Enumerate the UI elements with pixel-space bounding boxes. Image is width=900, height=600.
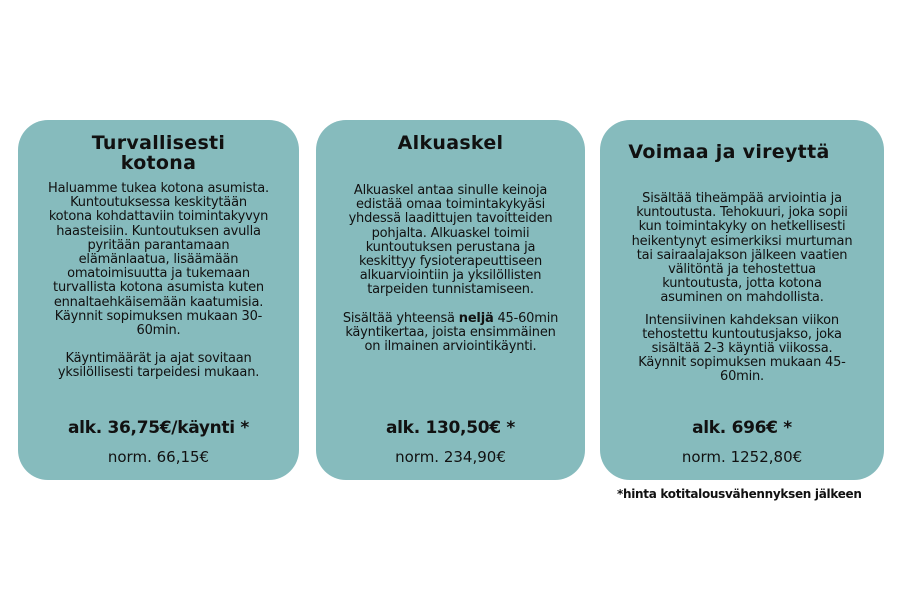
card-normal-price: norm. 66,15€ [107,448,210,466]
description-line: alkuarviointiin ja yksilöllisten [359,268,542,284]
description-line: Sisältää tiheämpää arviointia ja [642,191,842,206]
price-footnote: *hinta kotitalousvähennyksen jälkeen [617,487,862,501]
card-title [18,133,299,173]
description-line: haasteisiin. Kuntoutuksen avulla [56,223,261,239]
description-line: tarpeiden tunnistamiseen. [367,282,534,298]
description-line: sisältää 2-3 käyntiä viikossa. [651,341,833,357]
description-line: ennaltaehkäisemään kaatumisia. [53,294,264,310]
card-title-line: Turvallisesti [91,132,226,154]
card-description [600,192,884,385]
description-line: pyritään parantamaan [87,237,230,253]
card-normal-price: norm. 1252,80€ [681,448,803,466]
card-description [18,182,299,381]
description-line: tehostettu kuntoutusjakso, joka [642,326,842,342]
card-description [316,184,585,354]
paragraph-gap [316,298,585,312]
description-line: Kuntoutuksessa keskitytään [70,195,247,211]
card-title [316,133,585,153]
description-line: yhdessä laadittujen tavoitteiden [348,211,553,227]
description-line: tai sairaalajakson jälkeen vaatien [636,247,848,263]
description-line: kuntoutusta. Tehokuuri, joka sopii [636,205,848,221]
description-line: 60min. [720,369,764,385]
description-line: kotona kohdattaviin toimintakyvyn [48,209,269,225]
description-line: Käyntimäärät ja ajat sovitaan [65,351,252,367]
description-line: turvallista kotona asumista kuten [53,280,264,296]
description-line: Käynnit sopimuksen mukaan 30- [54,308,263,324]
description-line: pohjalta. Alkuaskel toimii [371,225,530,241]
card-title-line: Voimaa ja vireyttä [628,141,830,163]
description-line: Alkuaskel antaa sinulle keinoja [353,183,548,198]
description-line: Sisältää yhteensä neljä 45-60min [342,310,559,326]
description-line: asuminen on mahdollista. [660,290,824,306]
pricing-card-voimaa-ja-vireytta [600,120,884,480]
description-line: välitöntä ja tehostettua [668,262,816,278]
description-line: on ilmainen arviointikäynti. [364,339,537,355]
card-price: alk. 36,75€/käynti * [68,418,249,438]
pricing-card-alkuaskel [316,120,585,480]
card-title-line: kotona [120,152,197,174]
card-price: alk. 130,50€ * [385,418,516,438]
description-line: kun toimintakyky on hetkellisesti [638,219,846,235]
description-line: edistää omaa toimintakykyäsi [356,197,545,213]
description-line: käyntikertaa, joista ensimmäinen [345,324,556,340]
description-line: heikentynyt esimerkiksi murtuman [631,233,853,249]
card-title-line: Alkuaskel [397,132,504,154]
card-price: alk. 696€ * [692,418,792,438]
pricing-card-turvallisesti-kotona [18,120,299,480]
description-line: Käynnit sopimuksen mukaan 45- [638,355,846,371]
description-line: kuntoutusta, jotta kotona [662,276,822,292]
emphasis: neljä [458,310,494,326]
description-line: Intensiivinen kahdeksan viikon [645,312,839,328]
card-title [574,142,884,162]
description-line: elämänlaatua, lisäämään [78,252,239,268]
description-line: omatoimisuutta ja tukemaan [67,266,250,282]
description-line: yksilöllisesti tarpeidesi mukaan. [57,365,260,381]
description-line: Haluamme tukea kotona asumista. [48,181,269,196]
description-line: kuntoutuksen perustana ja [365,239,536,255]
description-line: 60min. [136,323,181,339]
description-line: keskittyy fysioterapeuttiseen [359,254,542,270]
card-normal-price: norm. 234,90€ [395,448,506,466]
paragraph-gap [18,338,299,352]
